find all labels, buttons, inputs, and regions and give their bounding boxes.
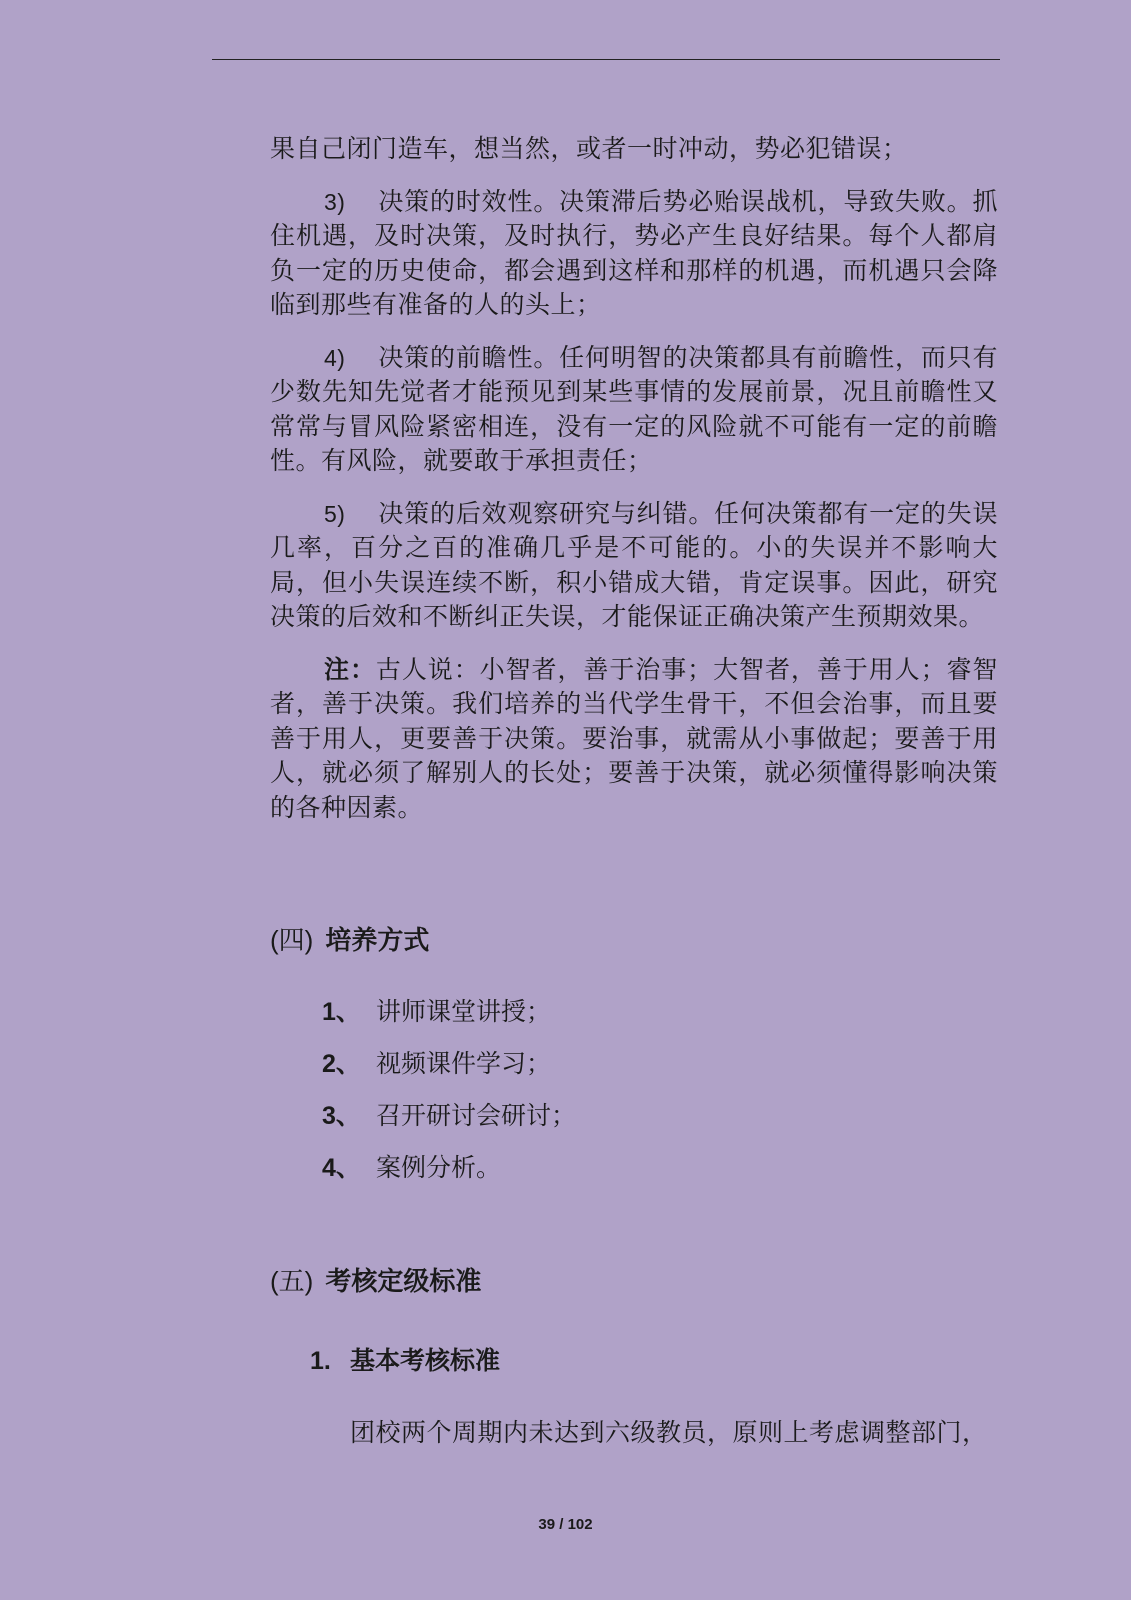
section-number: (四) [270,925,314,955]
section-heading-4 [270,922,429,959]
sub-heading-number: 1. [310,1347,331,1375]
note-text: 古人说：小智者，善于治事；大智者，善于用人；睿智者，善于决策。我们培养的当代学生骨干，不但会治事，而且要善于用人，更要善于决策。要治事，就需从小事做起；要善于用人，就必须了解别人的长处；要善于决策，就必须懂得影响决策的各种因素。 [270,654,998,822]
list-number: 4、 [322,1154,361,1182]
list-text: 讲师课堂讲授； [376,997,552,1026]
list-number: 1、 [322,998,361,1026]
paragraph-item-5 [270,497,998,635]
item-number: 5) [324,500,346,527]
section-heading-5 [270,1263,481,1300]
paragraph-text: 决策的前瞻性。任何明智的决策都具有前瞻性，而只有少数先知先觉者才能预见到某些事情的发展前景，况且前瞻性又常常与冒风险紧密相连，没有一定的风险就不可能有一定的前瞻性。有风险，就要敢于承担责任； [270,342,998,475]
note-paragraph [270,653,998,826]
list-text: 召开研讨会研讨； [376,1101,577,1130]
item-number: 3) [324,188,346,215]
list-number: 3、 [322,1102,361,1130]
body-text [270,132,998,843]
list-text: 视频课件学习； [376,1049,552,1078]
list-text: 案例分析。 [376,1153,502,1182]
sub-heading [310,1344,500,1378]
paragraph-item-4 [270,341,998,479]
header-rule [212,59,1000,60]
sub-heading-title: 基本考核标准 [350,1346,501,1375]
paragraph-text: 决策的后效观察研究与纠错。任何决策都有一定的失误几率，百分之百的准确几乎是不可能的。小的失误并不影响大局，但小失误连续不断，积小错成大错，肯定误事。因此，研究决策的后效和不断纠正失误，才能保证正确决策产生预期效果。 [270,498,998,631]
page-number: 39 / 102 [538,1516,593,1533]
item-number: 4) [324,344,346,371]
note-label: 注： [324,654,376,684]
list-item [322,1151,501,1185]
list-item [322,995,551,1029]
paragraph-item-3 [270,185,998,323]
section-number: (五) [270,1266,314,1296]
paragraph-continuation: 果自己闭门造车，想当然，或者一时冲动，势必犯错误； [270,134,908,163]
list-item [322,1047,551,1081]
list-number: 2、 [322,1050,361,1078]
section-title: 培养方式 [325,926,430,956]
section-title: 考核定级标准 [325,1267,482,1297]
paragraph-text: 决策的时效性。决策滞后势必贻误战机，导致失败。抓住机遇，及时决策，及时执行，势必产生良好结果。每个人都肩负一定的历史使命，都会遇到这样和那样的机遇，而机遇只会降临到那些有准备的人的头上； [270,186,998,319]
paragraph-text: 团校两个周期内未达到六级教员，原则上考虑调整部门， [350,1418,988,1447]
list-item [322,1099,576,1133]
